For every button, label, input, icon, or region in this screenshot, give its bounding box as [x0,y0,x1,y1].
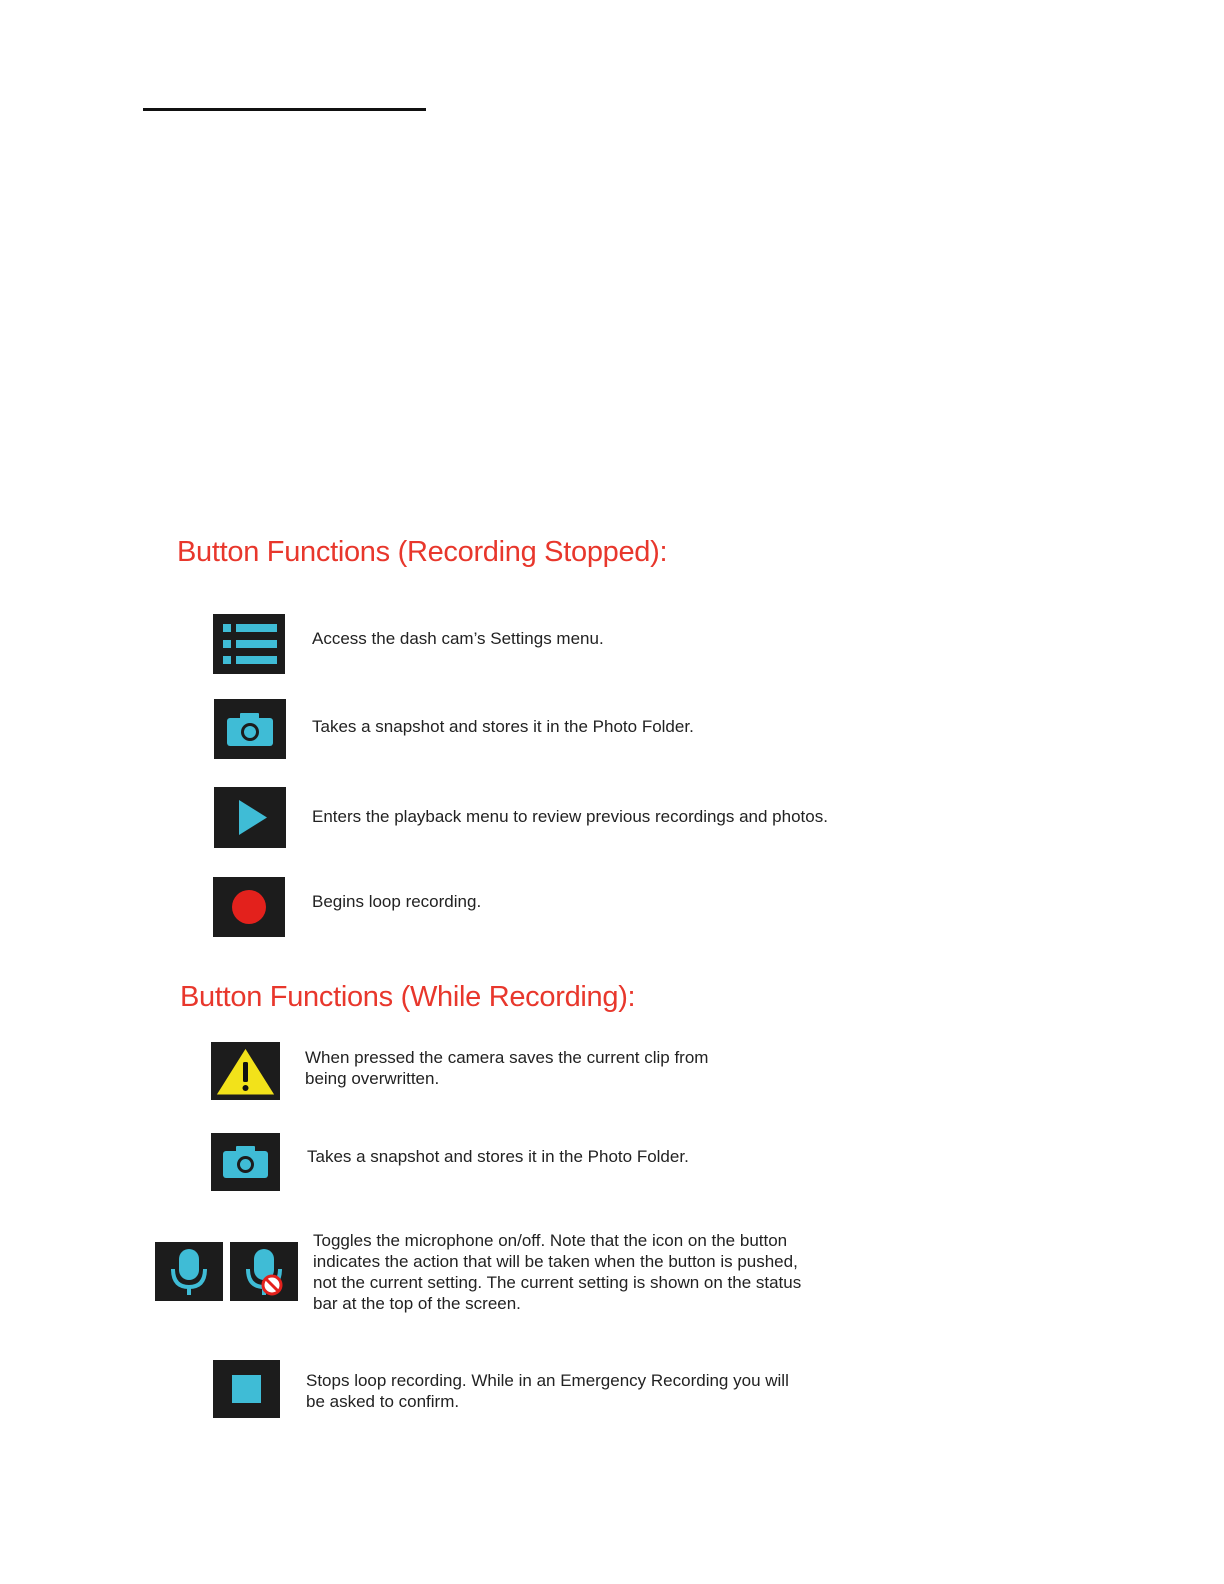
play-icon [214,787,286,848]
microphone-on-icon [155,1242,223,1301]
playback-description: Enters the playback menu to review previous recordings and photos. [312,807,828,826]
emergency-save-description: When pressed the camera saves the current clip from being overwritten. [305,1048,709,1088]
camera-icon [214,699,286,759]
loop-recording-description: Begins loop recording. [312,892,482,911]
list-menu-icon [213,614,285,674]
section-heading-recording-stopped: Button Functions (Recording Stopped): [177,536,668,568]
snapshot-description: Takes a snapshot and stores it in the Photo Folder. [312,717,694,736]
section-heading-while-recording: Button Functions (While Recording): [180,981,636,1013]
microphone-off-icon [230,1242,298,1301]
top-rule [143,108,426,111]
settings-menu-description: Access the dash cam’s Settings menu. [312,629,604,648]
record-icon [213,877,285,937]
stop-recording-description: Stops loop recording. While in an Emergency Recording you will be asked to confirm. [306,1371,789,1411]
warning-icon [211,1042,280,1100]
stop-icon [213,1360,280,1418]
snapshot-description-recording: Takes a snapshot and stores it in the Photo Folder. [307,1147,689,1166]
microphone-toggle-description: Toggles the microphone on/off. Note that the icon on the button indicates the action that will be taken when the button is pushed, not the current setting. The current setting is shown on the status bar at the top of the screen. [313,1231,802,1313]
camera-icon [211,1133,280,1191]
